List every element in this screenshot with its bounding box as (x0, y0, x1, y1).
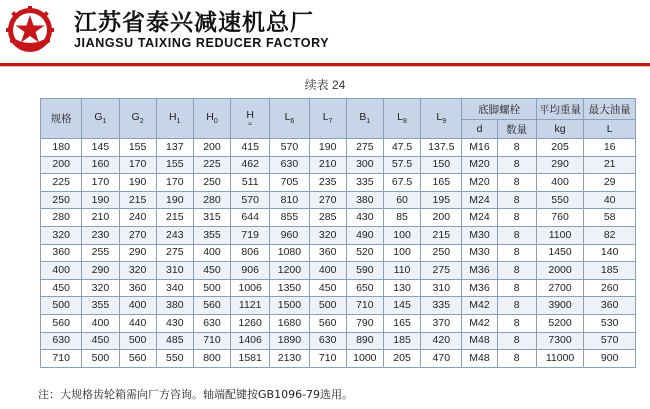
col-header-spec: 规格 (41, 99, 82, 139)
table-cell: 1080 (270, 244, 309, 262)
footnote: 注：大规格齿轮箱需向厂方咨询。轴端配键按GB1096-79选用。 (38, 388, 354, 401)
company-logo-icon (6, 6, 54, 54)
table-cell: 8 (497, 332, 536, 350)
table-cell: 310 (156, 262, 193, 280)
table-cell: M24 (462, 209, 497, 227)
table-cell: 170 (156, 174, 193, 192)
table-cell: 8 (497, 156, 536, 174)
table-cell: 190 (156, 191, 193, 209)
col-header-bolt: 底脚螺栓 (462, 99, 536, 120)
table-cell: 130 (383, 279, 420, 297)
table-cell: 210 (82, 209, 119, 227)
table-cell: 1006 (231, 279, 270, 297)
table-cell: 630 (309, 332, 346, 350)
table-cell: 21 (584, 156, 636, 174)
table-cell: 8 (497, 262, 536, 280)
table-cell: M20 (462, 174, 497, 192)
table-cell: 180 (41, 139, 82, 157)
table-cell: 16 (584, 139, 636, 157)
table-cell: 290 (82, 262, 119, 280)
table-cell: 630 (270, 156, 309, 174)
table-cell: 320 (119, 262, 156, 280)
col-header-bolt-d: d (462, 120, 497, 139)
table-cell: 58 (584, 209, 636, 227)
table-cell: 215 (119, 191, 156, 209)
table-cell: 400 (119, 297, 156, 315)
table-cell: 710 (41, 350, 82, 368)
table-cell: 710 (346, 297, 383, 315)
col-header-g1: $G_1$ (82, 99, 119, 139)
table-row (41, 226, 636, 244)
table-cell: 8 (497, 191, 536, 209)
table-cell: 335 (346, 174, 383, 192)
table-cell: 470 (421, 350, 462, 368)
table-cell: 790 (346, 314, 383, 332)
table-cell: 320 (82, 279, 119, 297)
table-cell: 7300 (536, 332, 584, 350)
table-cell: 560 (193, 297, 230, 315)
header-divider-thin (0, 66, 650, 67)
company-name-en: JIANGSU TAIXING REDUCER FACTORY (74, 36, 330, 50)
table-cell: 47.5 (383, 139, 420, 157)
table-cell: 260 (584, 279, 636, 297)
table-cell: 270 (309, 191, 346, 209)
col-header-avg-weight: 平均重量 (536, 99, 584, 120)
table-cell: 155 (156, 156, 193, 174)
table-row (41, 191, 636, 209)
table-cell: 719 (231, 226, 270, 244)
table-cell: 8 (497, 139, 536, 157)
table-cell: 1450 (536, 244, 584, 262)
table-cell: 5200 (536, 314, 584, 332)
table-cell: 155 (119, 139, 156, 157)
table-row (41, 314, 636, 332)
table-cell: 8 (497, 226, 536, 244)
table-cell: 400 (41, 262, 82, 280)
table-cell: 8 (497, 209, 536, 227)
table-cell: 500 (41, 297, 82, 315)
table-cell: 137.5 (421, 139, 462, 157)
table-cell: 29 (584, 174, 636, 192)
table-cell: 60 (383, 191, 420, 209)
table-row (41, 174, 636, 192)
table-cell: 630 (41, 332, 82, 350)
col-header-l7: $L_7$ (309, 99, 346, 139)
table-cell: 150 (421, 156, 462, 174)
table-cell: 760 (536, 209, 584, 227)
table-row (41, 156, 636, 174)
table-cell: 200 (41, 156, 82, 174)
col-header-bolt-qty: 数量 (497, 120, 536, 139)
table-cell: 710 (193, 332, 230, 350)
table-cell: 380 (156, 297, 193, 315)
table-cell: 420 (421, 332, 462, 350)
table-cell: 250 (193, 174, 230, 192)
table-cell: 806 (231, 244, 270, 262)
table-row (41, 332, 636, 350)
table-cell: 415 (231, 139, 270, 157)
table-cell: 190 (309, 139, 346, 157)
col-header-b1: $B_1$ (346, 99, 383, 139)
table-cell: 57.5 (383, 156, 420, 174)
col-header-g2: $G_2$ (119, 99, 156, 139)
col-header-l6: $L_6$ (270, 99, 309, 139)
table-cell: 240 (119, 209, 156, 227)
table-cell: M20 (462, 156, 497, 174)
table-cell: 230 (82, 226, 119, 244)
table-row (41, 244, 636, 262)
table-cell: 280 (193, 191, 230, 209)
table-cell: 485 (156, 332, 193, 350)
table-cell: 430 (346, 209, 383, 227)
table-cell: 290 (119, 244, 156, 262)
table-cell: 490 (346, 226, 383, 244)
table-cell: 190 (119, 174, 156, 192)
table-cell: 1100 (536, 226, 584, 244)
table-cell: 360 (584, 297, 636, 315)
table-cell: 160 (82, 156, 119, 174)
table-cell: 400 (193, 244, 230, 262)
table-cell: 1260 (231, 314, 270, 332)
table-cell: 400 (309, 262, 346, 280)
table-row (41, 350, 636, 368)
table-cell: 275 (156, 244, 193, 262)
table-cell: 195 (421, 191, 462, 209)
table-cell: 2000 (536, 262, 584, 280)
table-cell: 100 (383, 226, 420, 244)
table-cell: 270 (119, 226, 156, 244)
table-cell: 710 (309, 350, 346, 368)
table-cell: 644 (231, 209, 270, 227)
col-header-l8: $L_8$ (383, 99, 420, 139)
table-cell: M42 (462, 314, 497, 332)
table-cell: 1350 (270, 279, 309, 297)
col-header-l9: $L_9$ (421, 99, 462, 139)
table-cell: M24 (462, 191, 497, 209)
col-header-oil-unit: L (584, 120, 636, 139)
table-cell: 500 (193, 279, 230, 297)
table-cell: 85 (383, 209, 420, 227)
table-cell: 570 (231, 191, 270, 209)
table-cell: 560 (41, 314, 82, 332)
table-cell: 225 (41, 174, 82, 192)
table-cell: 450 (41, 279, 82, 297)
table-cell: 450 (82, 332, 119, 350)
table-cell: 8 (497, 174, 536, 192)
table-row (41, 262, 636, 280)
table-cell: 225 (193, 156, 230, 174)
col-header-h0: $H_0$ (193, 99, 230, 139)
table-cell: 400 (82, 314, 119, 332)
table-cell: 650 (346, 279, 383, 297)
table-cell: 530 (584, 314, 636, 332)
table-row (41, 139, 636, 157)
table-cell: 67.5 (383, 174, 420, 192)
table-cell: 570 (584, 332, 636, 350)
table-cell: 855 (270, 209, 309, 227)
table-cell: M36 (462, 279, 497, 297)
table-cell: 380 (346, 191, 383, 209)
table-cell: M48 (462, 350, 497, 368)
table-cell: 165 (421, 174, 462, 192)
table-cell: 340 (156, 279, 193, 297)
table-cell: 140 (584, 244, 636, 262)
table-cell: 205 (383, 350, 420, 368)
table-cell: 290 (536, 156, 584, 174)
table-cell: 430 (156, 314, 193, 332)
table-cell: 285 (309, 209, 346, 227)
table-cell: 1200 (270, 262, 309, 280)
table-cell: 705 (270, 174, 309, 192)
table-cell: 205 (536, 139, 584, 157)
table-cell: 360 (119, 279, 156, 297)
table-cell: 370 (421, 314, 462, 332)
table-cell: 300 (346, 156, 383, 174)
table-cell: 8 (497, 314, 536, 332)
table-cell: 511 (231, 174, 270, 192)
table-caption: 续表 24 (304, 78, 346, 92)
table-cell: M16 (462, 139, 497, 157)
table-cell: 800 (193, 350, 230, 368)
table-cell: 810 (270, 191, 309, 209)
table-cell: 355 (82, 297, 119, 315)
table-cell: M36 (462, 262, 497, 280)
table-cell: 100 (383, 244, 420, 262)
table-cell: 1890 (270, 332, 309, 350)
table-cell: 2700 (536, 279, 584, 297)
table-cell: 185 (383, 332, 420, 350)
table-cell: 1121 (231, 297, 270, 315)
table-cell: 520 (346, 244, 383, 262)
col-header-h-approx: H ≈ (231, 99, 270, 139)
table-cell: 200 (193, 139, 230, 157)
table-cell: 275 (346, 139, 383, 157)
table-cell: 462 (231, 156, 270, 174)
col-header-weight-unit: kg (536, 120, 584, 139)
table-cell: 250 (41, 191, 82, 209)
table-cell: 1500 (270, 297, 309, 315)
table-cell: 165 (383, 314, 420, 332)
table-cell: 110 (383, 262, 420, 280)
table-cell: 210 (309, 156, 346, 174)
table-cell: 1406 (231, 332, 270, 350)
table-header-row (41, 99, 636, 120)
col-header-max-oil: 最大油量 (584, 99, 636, 120)
table-cell: 3900 (536, 297, 584, 315)
table-cell: M30 (462, 244, 497, 262)
table-cell: 355 (193, 226, 230, 244)
table-row (41, 279, 636, 297)
table-cell: 8 (497, 297, 536, 315)
table-cell: 40 (584, 191, 636, 209)
dimension-table (40, 98, 636, 368)
table-cell: 500 (309, 297, 346, 315)
col-header-h1: $H_1$ (156, 99, 193, 139)
table-row (41, 297, 636, 315)
table-cell: 320 (309, 226, 346, 244)
table-cell: 170 (119, 156, 156, 174)
table-cell: 335 (421, 297, 462, 315)
table-cell: 280 (41, 209, 82, 227)
table-cell: 890 (346, 332, 383, 350)
table-cell: 190 (82, 191, 119, 209)
table-cell: 630 (193, 314, 230, 332)
table-cell: 145 (383, 297, 420, 315)
table-cell: 200 (421, 209, 462, 227)
table-cell: 82 (584, 226, 636, 244)
table-cell: 235 (309, 174, 346, 192)
table-cell: 1000 (346, 350, 383, 368)
table-cell: 185 (584, 262, 636, 280)
table-row (41, 209, 636, 227)
table-cell: 8 (497, 244, 536, 262)
table-cell: 170 (82, 174, 119, 192)
table-cell: 570 (270, 139, 309, 157)
table-cell: 450 (193, 262, 230, 280)
table-cell: 320 (41, 226, 82, 244)
table-cell: 1680 (270, 314, 309, 332)
table-cell: 360 (309, 244, 346, 262)
table-cell: 550 (156, 350, 193, 368)
table-cell: 450 (309, 279, 346, 297)
table-cell: 250 (421, 244, 462, 262)
table-cell: 11000 (536, 350, 584, 368)
table-cell: 8 (497, 350, 536, 368)
company-name-cn: 江苏省泰兴减速机总厂 (74, 10, 314, 36)
table-cell: 360 (41, 244, 82, 262)
table-cell: 400 (536, 174, 584, 192)
table-cell: 560 (309, 314, 346, 332)
table-cell: 255 (82, 244, 119, 262)
table-cell: 550 (536, 191, 584, 209)
table-cell: 310 (421, 279, 462, 297)
table-cell: 137 (156, 139, 193, 157)
table-cell: M30 (462, 226, 497, 244)
table-cell: 145 (82, 139, 119, 157)
table-cell: 906 (231, 262, 270, 280)
table-cell: 960 (270, 226, 309, 244)
table-cell: 500 (82, 350, 119, 368)
table-cell: 1581 (231, 350, 270, 368)
table-cell: 440 (119, 314, 156, 332)
table-cell: 900 (584, 350, 636, 368)
table-cell: M42 (462, 297, 497, 315)
table-cell: 8 (497, 279, 536, 297)
table-cell: M48 (462, 332, 497, 350)
table-body (41, 139, 636, 368)
table-cell: 2130 (270, 350, 309, 368)
table-cell: 215 (421, 226, 462, 244)
table-cell: 315 (193, 209, 230, 227)
table-cell: 590 (346, 262, 383, 280)
page-header (0, 0, 650, 62)
table-cell: 500 (119, 332, 156, 350)
table-cell: 243 (156, 226, 193, 244)
table-cell: 215 (156, 209, 193, 227)
table-cell: 275 (421, 262, 462, 280)
table-cell: 560 (119, 350, 156, 368)
